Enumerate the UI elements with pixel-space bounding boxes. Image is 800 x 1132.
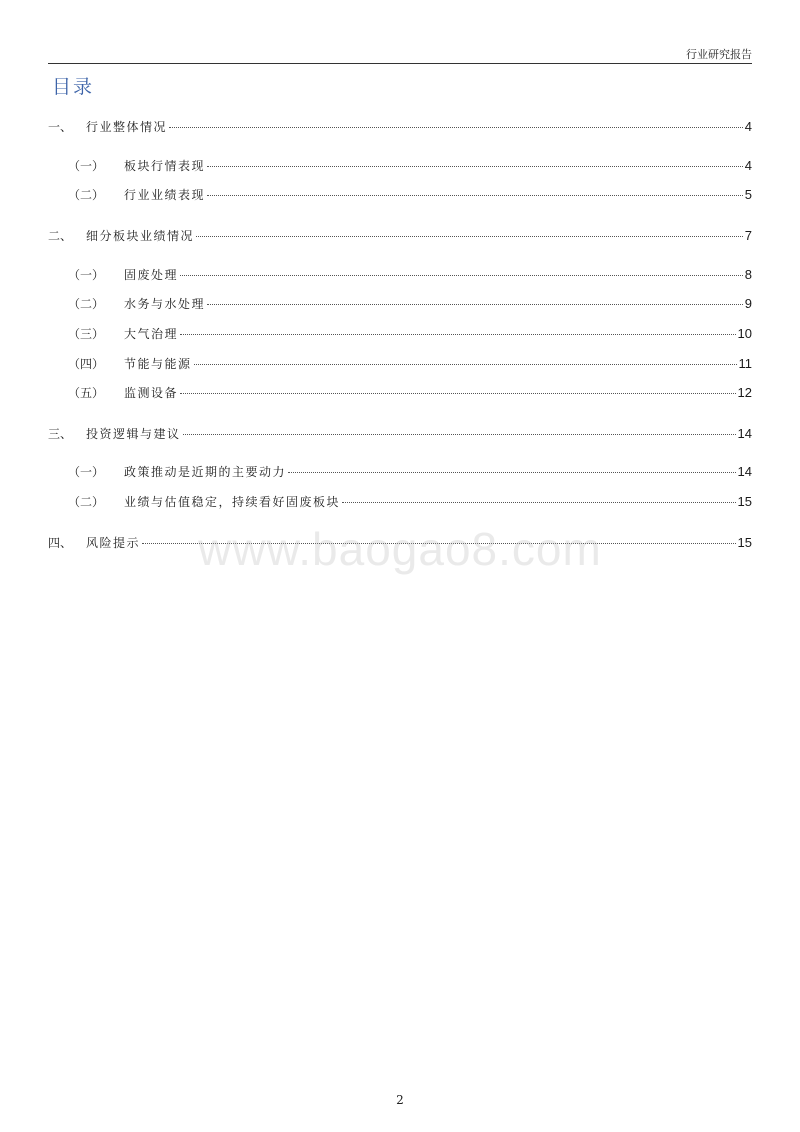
- toc-entry-number: 四、: [48, 536, 73, 550]
- dot-leader: [169, 127, 743, 128]
- toc-title: 目录: [52, 76, 95, 98]
- dot-leader: [207, 304, 743, 305]
- toc-entry-title: 大气治理: [124, 327, 179, 341]
- toc-entry[interactable]: [48, 493, 752, 511]
- toc-entry[interactable]: [48, 325, 752, 343]
- dot-leader: [180, 334, 736, 335]
- dot-leader: [196, 236, 743, 237]
- toc-entry-number: （五）: [68, 386, 105, 400]
- toc-entry-number: （二）: [68, 297, 105, 311]
- toc-entry-title: 投资逻辑与建议: [86, 427, 181, 441]
- report-type-label: 行业研究报告: [686, 48, 752, 61]
- toc-entry-title: 行业业绩表现: [124, 188, 206, 202]
- toc-entry-number: 三、: [48, 427, 73, 441]
- toc-entry-page: 12: [737, 385, 752, 400]
- toc-entry[interactable]: [48, 463, 752, 481]
- toc-entry-page: 8: [744, 267, 752, 282]
- dot-leader: [207, 166, 743, 167]
- toc-entry-number: （一）: [68, 268, 105, 282]
- toc-entry-number: （二）: [68, 495, 105, 509]
- toc-entry-page: 10: [737, 326, 752, 341]
- toc-entry-page: 11: [738, 356, 752, 371]
- toc-entry-number: （二）: [68, 188, 105, 202]
- dot-leader: [180, 275, 743, 276]
- toc-entry[interactable]: [48, 186, 752, 204]
- toc-entry-title: 风险提示: [86, 536, 141, 550]
- toc-entry-page: 9: [744, 296, 752, 311]
- toc-entry-page: 14: [737, 464, 752, 479]
- toc-entry-page: 15: [737, 494, 752, 509]
- toc-entry[interactable]: [48, 266, 752, 284]
- dot-leader: [207, 195, 743, 196]
- toc-entry[interactable]: [48, 355, 752, 373]
- toc-entry-title: 细分板块业绩情况: [86, 229, 195, 243]
- toc-entry-title: 水务与水处理: [124, 297, 206, 311]
- dot-leader: [342, 502, 736, 503]
- toc-entry-number: 二、: [48, 229, 73, 243]
- toc-entry[interactable]: [48, 227, 752, 245]
- toc-entry-number: 一、: [48, 120, 73, 134]
- dot-leader: [183, 434, 736, 435]
- toc-entry[interactable]: [48, 157, 752, 175]
- toc-entry-title: 监测设备: [124, 386, 179, 400]
- toc-entry-page: 7: [744, 228, 752, 243]
- toc-entry-number: （一）: [68, 159, 105, 173]
- toc-entry-title: 政策推动是近期的主要动力: [124, 465, 287, 479]
- toc-entry-page: 15: [737, 535, 752, 550]
- toc-entry[interactable]: [48, 425, 752, 443]
- toc-entry-title: 节能与能源: [124, 357, 192, 371]
- header-divider: [48, 63, 752, 64]
- toc-entry-title: 业绩与估值稳定，持续看好固废板块: [124, 495, 341, 509]
- page-number: 2: [396, 1093, 404, 1107]
- toc-entry-number: （四）: [68, 357, 105, 371]
- toc-entry[interactable]: [48, 384, 752, 402]
- toc-entry-page: 4: [744, 158, 752, 173]
- toc-entry-title: 板块行情表现: [124, 159, 206, 173]
- toc-entry-page: 14: [737, 426, 752, 441]
- toc-entry-page: 5: [744, 187, 752, 202]
- toc-entry-number: （一）: [68, 465, 105, 479]
- dot-leader: [288, 472, 736, 473]
- toc-entry[interactable]: [48, 295, 752, 313]
- toc-entry-title: 行业整体情况: [86, 120, 168, 134]
- toc-entry-number: （三）: [68, 327, 105, 341]
- toc-entry[interactable]: [48, 118, 752, 136]
- dot-leader: [194, 364, 737, 365]
- toc-entry-page: 4: [744, 119, 752, 134]
- dot-leader: [180, 393, 736, 394]
- watermark: www.baogao8.com: [198, 523, 602, 575]
- toc-entry-title: 固废处理: [124, 268, 179, 282]
